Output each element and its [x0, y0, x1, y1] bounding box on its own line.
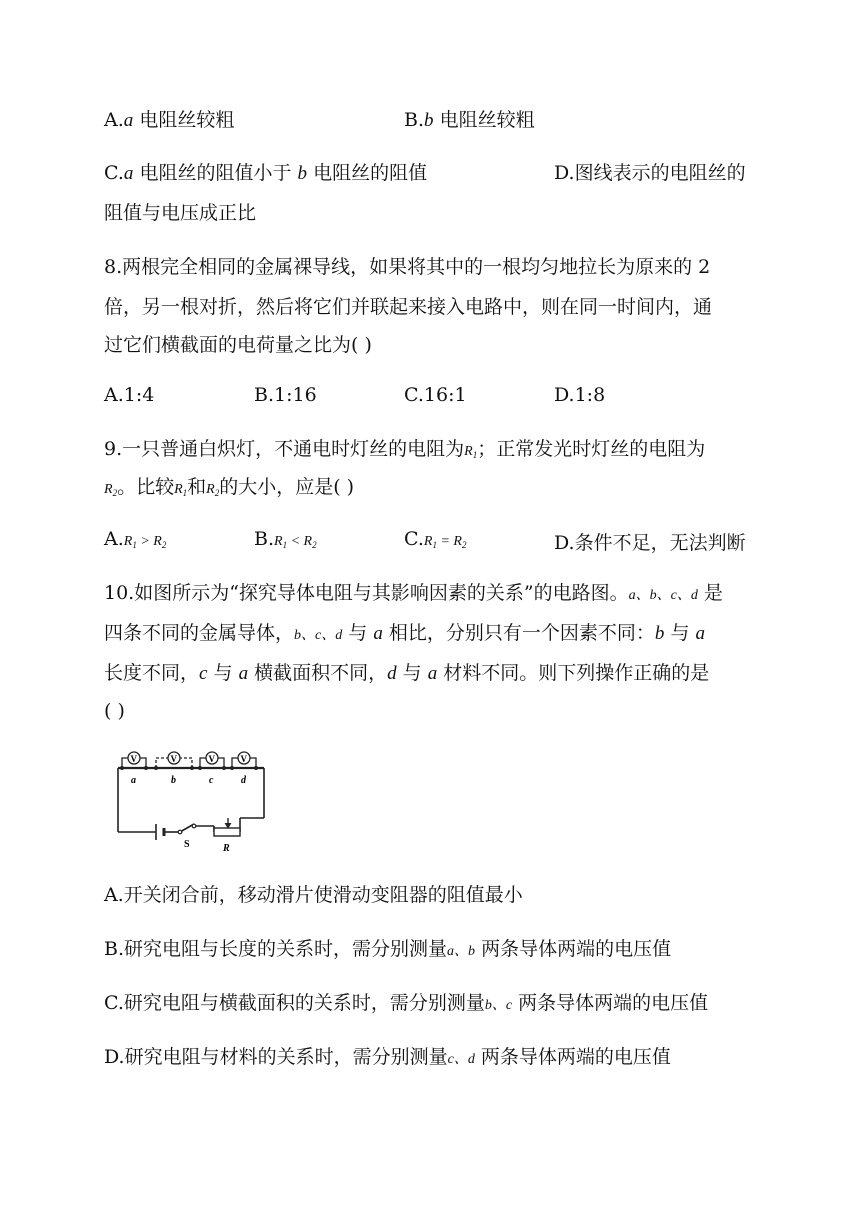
circuit-diagram: [110, 744, 270, 854]
option-8c: C.16:1: [404, 384, 467, 406]
option-7c: [104, 158, 427, 185]
question-10-line2: 四条不同的金属导体，b、c、d 与 a 相比，分别只有一个因素不同：b 与 a: [104, 622, 706, 644]
question-text: 和: [187, 476, 207, 498]
question-text: ；正常发光时灯丝的电阻为: [477, 438, 706, 460]
r2-symbol: $R_2$: [206, 482, 220, 498]
option-8d: D.1:8: [554, 384, 606, 406]
option-text: 电阻丝的阻值小于: [139, 162, 292, 184]
option-prefix: A.: [104, 109, 124, 131]
option-9c: $C.R_1 = R_2$: [404, 528, 467, 550]
option-8a: A.1:4: [104, 384, 155, 406]
option-prefix: C.: [104, 162, 124, 184]
voltmeter-symbol: V: [208, 754, 215, 764]
r2-symbol: $R_2$: [104, 482, 118, 498]
option-text: 电阻丝的阻值: [313, 162, 428, 184]
option-10b: B.研究电阻与长度的关系时，需分别测量a、b 两条导体两端的电压值: [104, 938, 672, 960]
option-9b: $B.R_1 < R_2$: [254, 528, 317, 550]
voltmeter-symbol: V: [170, 754, 177, 764]
variable: b: [297, 163, 308, 184]
variable: a: [123, 110, 134, 131]
question-8-line2: 倍，另一根对折，然后将它们并联起来接入电路中，则在同一时间内，通: [104, 296, 713, 318]
option-text: 电阻丝较粗: [139, 109, 235, 131]
switch-icon: [178, 824, 196, 834]
option-9d: D.条件不足，无法判断: [554, 532, 746, 554]
conductor-label-d: d: [241, 775, 246, 786]
option-text: 电阻丝较粗: [439, 109, 535, 131]
conductor-label-a: a: [131, 775, 136, 786]
question-10-line1: 10.如图所示为“探究导体电阻与其影响因素的关系”的电路图。a、b、c、d 是: [104, 582, 723, 604]
conductor-label-c: c: [209, 775, 214, 786]
option-7d-line1: D.图线表示的电阻丝的: [554, 162, 746, 184]
option-7d-line2: 阻值与电压成正比: [104, 202, 257, 224]
r1-symbol: $R_1$: [464, 444, 478, 460]
variable: a: [123, 163, 134, 184]
r1-symbol: $R_1$: [174, 482, 188, 498]
rheostat-icon: [214, 818, 240, 836]
option-7b: [404, 105, 535, 132]
question-9-line2: [104, 474, 354, 506]
option-7a: [104, 105, 234, 132]
question-10-line3: 长度不同，c 与 a 横截面积不同，d 与 a 材料不同。则下列操作正确的是: [104, 662, 710, 684]
question-text: 的大小，应是( ): [219, 476, 355, 498]
battery-icon: [156, 824, 164, 840]
option-10d: D.研究电阻与材料的关系时，需分别测量c、d 两条导体两端的电压值: [104, 1046, 671, 1068]
option-9a: $A.R_1 > R_2$: [104, 528, 167, 550]
question-text: 9.一只普通白炽灯，不通电时灯丝的电阻为: [104, 438, 465, 460]
option-8b: B.1:16: [254, 384, 317, 406]
voltmeter-symbol: V: [130, 754, 137, 764]
rheostat-label: R: [223, 843, 230, 854]
question-9-line1: [104, 436, 705, 468]
variable: b: [424, 110, 434, 131]
option-10a: A.开关闭合前，移动滑片使滑动变阻器的阻值最小: [104, 884, 523, 906]
conductor-label-b: b: [171, 775, 176, 786]
variables: a、b、c、d: [628, 588, 698, 603]
option-10c: C.研究电阻与横截面积的关系时，需分别测量b、c 两条导体两端的电压值: [104, 992, 709, 1014]
question-8-line3: 过它们横截面的电荷量之比为( ): [104, 334, 372, 356]
question-8-line1: 8.两根完全相同的金属裸导线，如果将其中的一根均匀地拉长为原来的 2: [104, 256, 711, 278]
voltmeter-symbol: V: [240, 754, 247, 764]
question-text: 。比较: [117, 476, 175, 498]
question-10-line4: ( ): [104, 700, 125, 722]
option-prefix: B.: [404, 109, 425, 131]
switch-label: S: [184, 839, 190, 850]
